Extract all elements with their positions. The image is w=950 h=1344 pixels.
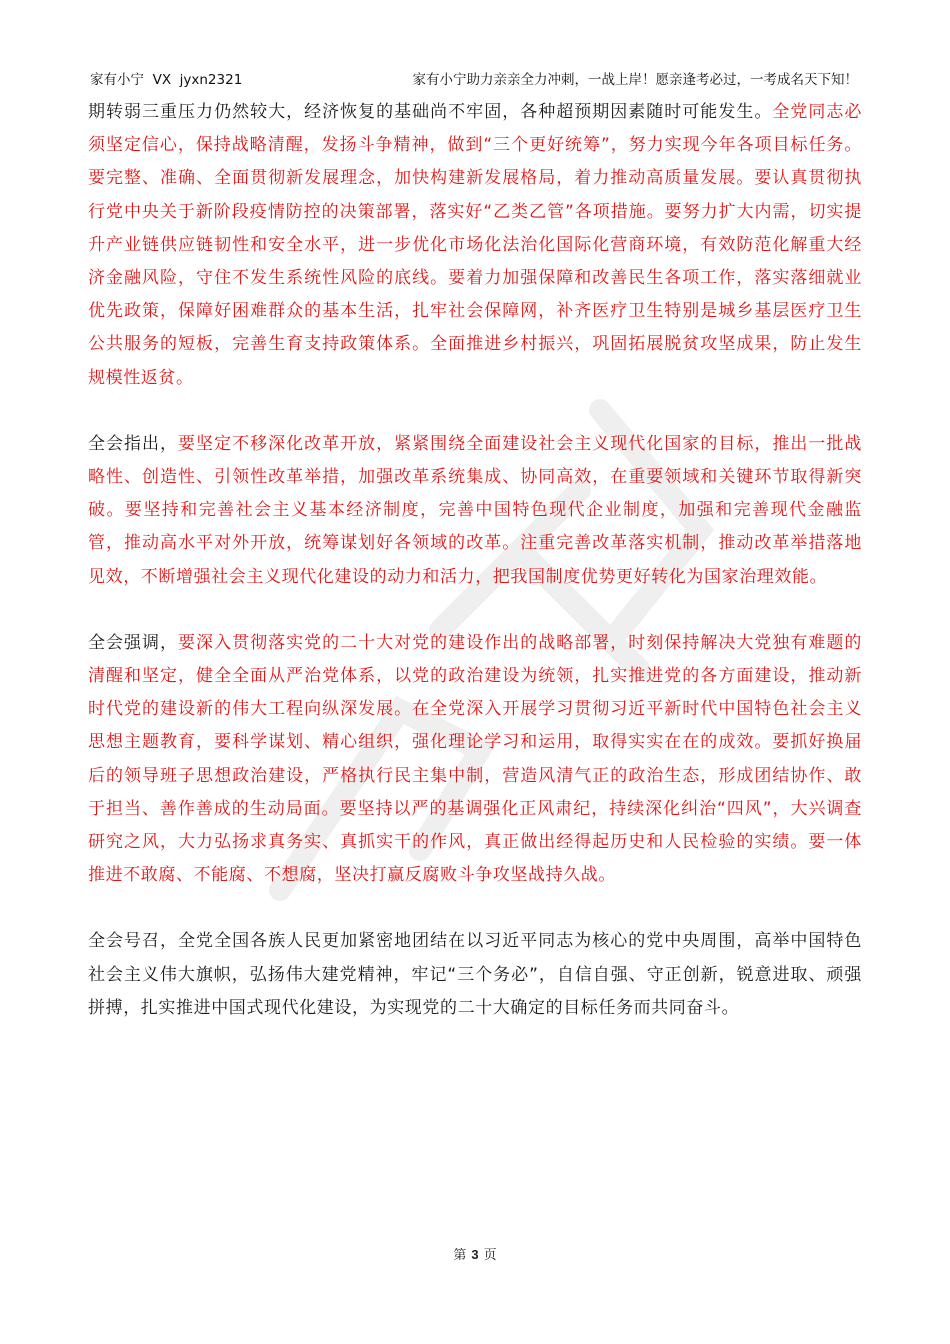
page-header	[90, 68, 858, 90]
page-number-suffix: 页	[483, 1248, 497, 1263]
header-left-text: 家有小宁 VX jyxn2321	[90, 72, 243, 88]
page-footer	[0, 1244, 950, 1263]
paragraph-4	[88, 925, 862, 1025]
paragraph-1	[88, 96, 862, 395]
document-body	[88, 96, 862, 1058]
page-number-prefix: 第	[453, 1248, 467, 1263]
paragraph-4-plain: 全会号召，全党全国各族人民更加紧密地团结在以习近平同志为核心的党中央周围，高举中国特色社会主义伟大旗帜，弘扬伟大建党精神，牢记“三个务必”，自信自强、守正创新，锐意进取、顽强拼搏，扎实推进中国式现代化建设，为实现党的二十大确定的目标任务而共同奋斗。	[88, 931, 862, 1018]
paragraph-2	[88, 428, 862, 594]
paragraph-2-plain: 全会指出，	[88, 433, 179, 454]
header-right-text: 家有小宁助力亲亲全力冲刺，一战上岸！愿亲逢考必过，一考成名天下知！	[412, 72, 858, 88]
paragraph-1-plain: 期转弱三重压力仍然较大，经济恢复的基础尚不牢固，各种超预期因素随时可能发生。	[88, 102, 773, 122]
paragraph-3-plain: 全会强调，	[88, 632, 179, 653]
paragraph-1-highlight: 全党同志必须坚定信心，保持战略清醒，发扬斗争精神，做到“三个更好统筹”，努力实现今年各项目标任务。要完整、准确、全面贯彻新发展理念，加快构建新发展格局，着力推动高质量发展。要认真贯彻执行党中央关于新阶段疫情防控的决策部署，落实好“乙类乙管”各项措施。要努力扩大内需，切实提升产业链供应链韧性和安全水平，进一步优化市场化法治化国际化营商环境，有效防范化解重大经济金融风险，守住不发生系统性风险的底线。要着力加强保障和改善民生各项工作，落实落细就业优先政策，保障好困难群众的基本生活，扎牢社会保障网，补齐医疗卫生特别是城乡基层医疗卫生公共服务的短板，完善生育支持政策体系。全面推进乡村振兴，巩固拓展脱贫攻坚成果，防止发生规模性返贫。	[88, 102, 862, 388]
paragraph-2-highlight: 要坚定不移深化改革开放，紧紧围绕全面建设社会主义现代化国家的目标，推出一批战略性、创造性、引领性改革举措，加强改革系统集成、协同高效，在重要领域和关键环节取得新突破。要坚持和完善社会主义基本经济制度，完善中国特色现代企业制度，加强和完善现代金融监管，推动高水平对外开放，统筹谋划好各领域的改革。注重完善改革落实机制，推动改革举措落地见效，不断增强社会主义现代化建设的动力和活力，把我国制度优势更好转化为国家治理效能。	[88, 433, 862, 587]
page-number: 3	[471, 1247, 479, 1262]
paragraph-3-highlight: 要深入贯彻落实党的二十大对党的建设作出的战略部署，时刻保持解决大党独有难题的清醒和坚定，健全全面从严治党体系，以党的政治建设为统领，扎实推进党的各方面建设，推动新时代党的建设新的伟大工程向纵深发展。在全党深入开展学习贯彻习近平新时代中国特色社会主义思想主题教育，要科学谋划、精心组织，强化理论学习和运用，取得实实在在的成效。要抓好换届后的领导班子思想政治建设，严格执行民主集中制，营造风清气正的政治生态，形成团结协作、敢于担当、善作善成的生动局面。要坚持以严的基调强化正风肃纪，持续深化纠治“四风”，大兴调查研究之风，大力弘扬求真务实、真抓实干的作风，真正做出经得起历史和人民检验的实绩。要一体推进不敢腐、不能腐、不想腐，坚决打赢反腐败斗争攻坚战持久战。	[88, 632, 862, 886]
paragraph-3	[88, 627, 862, 893]
